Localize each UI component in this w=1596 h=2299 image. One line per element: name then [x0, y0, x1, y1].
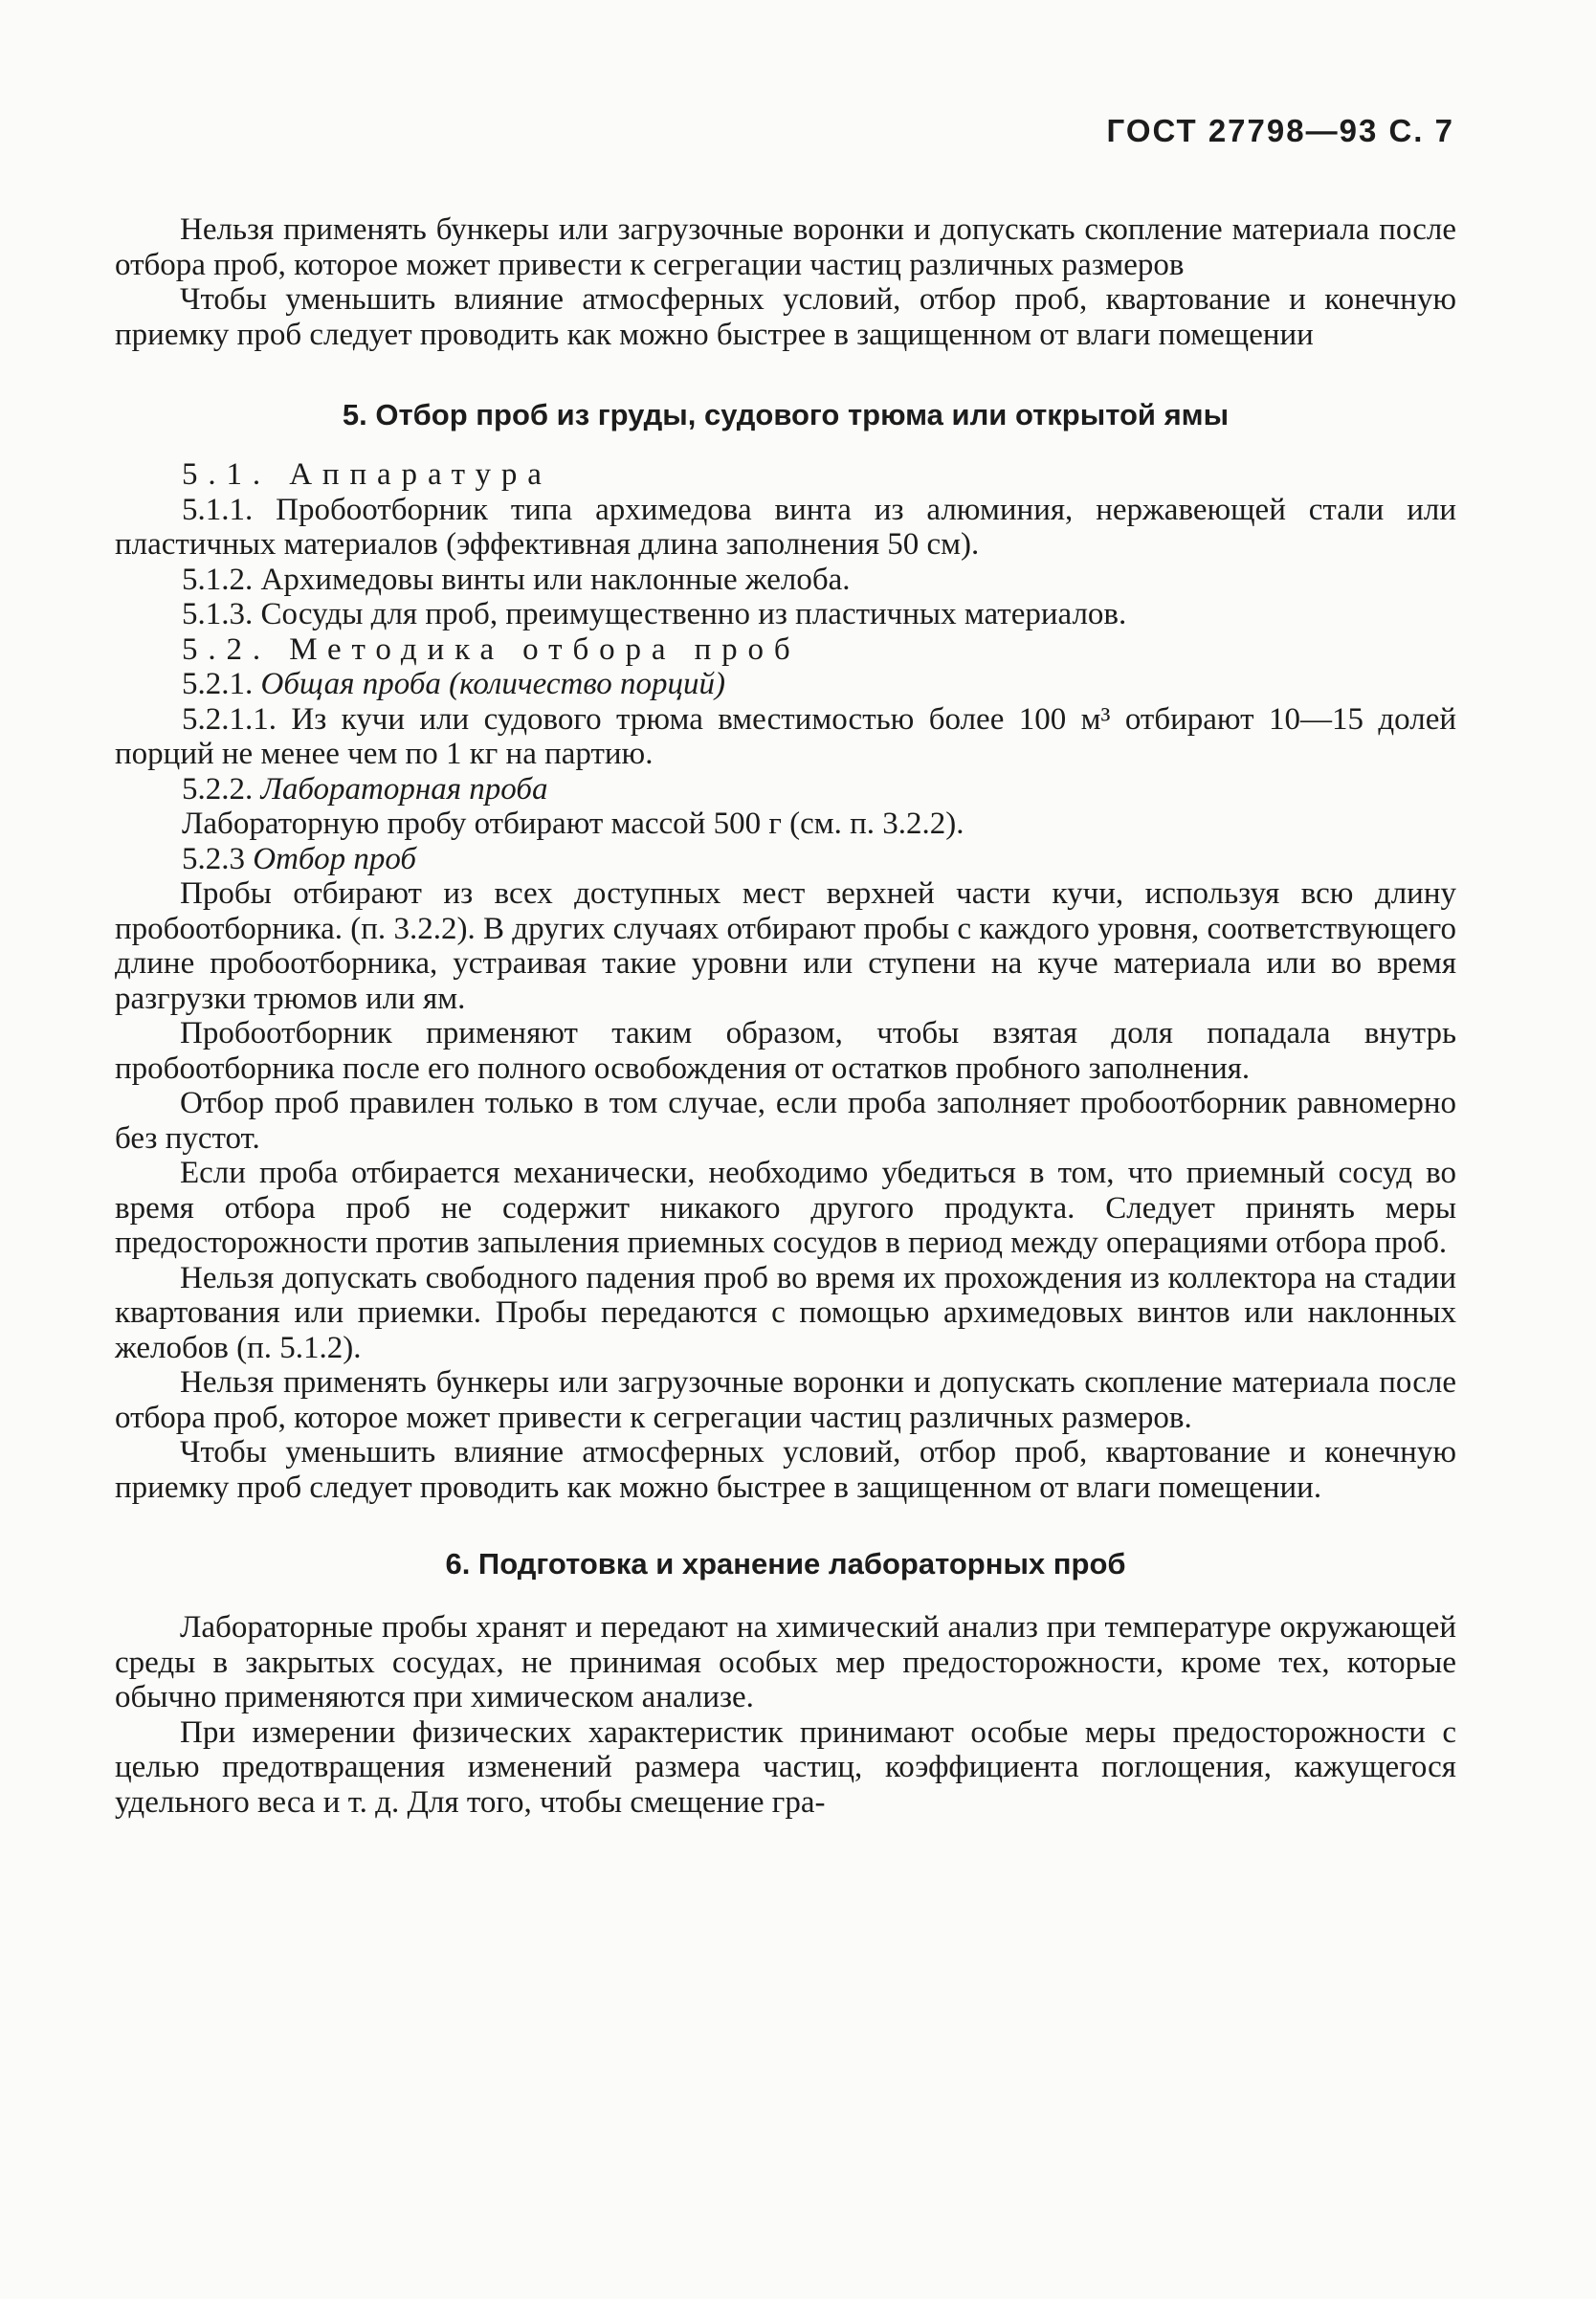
section-heading: 6. Подготовка и хранение лабораторных проб: [445, 1547, 1126, 1581]
paragraph: Нельзя допускать свободного падения проб во время их прохождения из коллектора на стадии квартования или приемки. Пробы передаются с помощью архимедовых винтов или наклонных желобов (п. 5.1.2).: [115, 1260, 1456, 1365]
clause: Лабораторную пробу отбирают массой 500 г (см. п. 3.2.2).: [182, 807, 964, 841]
paragraph: Чтобы уменьшить влияние атмосферных условий, отбор проб, квартование и конечную приемку проб следует проводить как можно быстрее в защищенном от влаги помещении.: [115, 1435, 1456, 1505]
paragraph: Лабораторные пробы хранят и передают на химический анализ при температуре окружающей среды в закрытых сосудах, не принимая особых мер предосторожности, кроме тех, которые обычно применяются при химическом анализе.: [115, 1610, 1456, 1714]
clause-number: 5.2.3: [182, 841, 245, 876]
clause-heading: [115, 842, 1456, 877]
clause-number: 5.2.1.: [182, 667, 254, 701]
clause-heading: [115, 667, 1456, 702]
clause-title: Лабораторная проба: [260, 771, 548, 807]
paragraph: Нельзя применять бункеры или загрузочные воронки и допускать скопление материала после отбора проб, которое может привести к сегрегации частиц различных размеров.: [115, 1365, 1456, 1435]
paragraph: Чтобы уменьшить влияние атмосферных условий, отбор проб, квартование и конечную приемку проб следует проводить как можно быстрее в защищенном от влаги помещении: [115, 282, 1456, 352]
paragraph: Нельзя применять бункеры или загрузочные воронки и допускать скопление материала после отбора проб, которое может привести к сегрегации частиц различных размеров: [115, 212, 1456, 282]
paragraph: При измерении физических характеристик принимают особые меры предосторожности с целью предотвращения изменений размера частиц, коэффициента поглощения, кажущегося удельного веса и т. д. Для того, чтобы смещение гра-: [115, 1714, 1456, 1820]
clause-title: Общая проба (количество порций): [260, 667, 725, 701]
clause-title: Отбор проб: [253, 841, 416, 876]
document-body: [115, 212, 1456, 1820]
paragraph: Пробоотборник применяют таким образом, чтобы взятая доля попадала внутрь пробоотборника после его полного освобождения от остатков пробного заполнения.: [115, 1016, 1456, 1086]
paragraph: Пробы отбирают из всех доступных мест верхней части кучи, используя всю длину пробоотборника. (п. 3.2.2). В других случаях отбирают пробы с каждого уровня, соответствующего длине пробоотборника, устраивая такие уровни или ступени на куче материала или во время разгрузки трюмов или ям.: [115, 876, 1456, 1016]
section-heading: 5. Отбор проб из груды, судового трюма или открытой ямы: [342, 398, 1230, 431]
clause-heading: [115, 772, 1456, 807]
clause: 5.2.1.1. Из кучи или судового трюма вместимостью более 100 м³ отбирают 10—15 долей порций не менее чем по 1 кг на партию.: [115, 701, 1456, 771]
clause: 5.1.2. Архимедовы винты или наклонные желоба.: [182, 562, 851, 597]
paragraph: Если проба отбирается механически, необходимо убедиться в том, что приемный сосуд во время отбора проб не содержит никакого другого продукта. Следует принять меры предосторожности против запыления приемных сосудов в период между операциями отбора проб.: [115, 1156, 1456, 1260]
clause: 5.1.1. Пробоотборник типа архимедова винта из алюминия, нержавеющей стали или пластичных материалов (эффективная длина заполнения 50 см).: [115, 492, 1456, 562]
subsection-heading: 5.2. Методика отбора проб: [182, 631, 801, 667]
page-header: ГОСТ 27798—93 С. 7: [1106, 113, 1454, 148]
paragraph: Отбор проб правилен только в том случае, если проба заполняет пробоотборник равномерно без пустот.: [115, 1086, 1456, 1156]
subsection-heading: 5.1. Аппаратура: [182, 457, 552, 492]
clause-number: 5.2.2.: [182, 771, 254, 807]
clause: 5.1.3. Сосуды для проб, преимущественно из пластичных материалов.: [182, 597, 1127, 631]
